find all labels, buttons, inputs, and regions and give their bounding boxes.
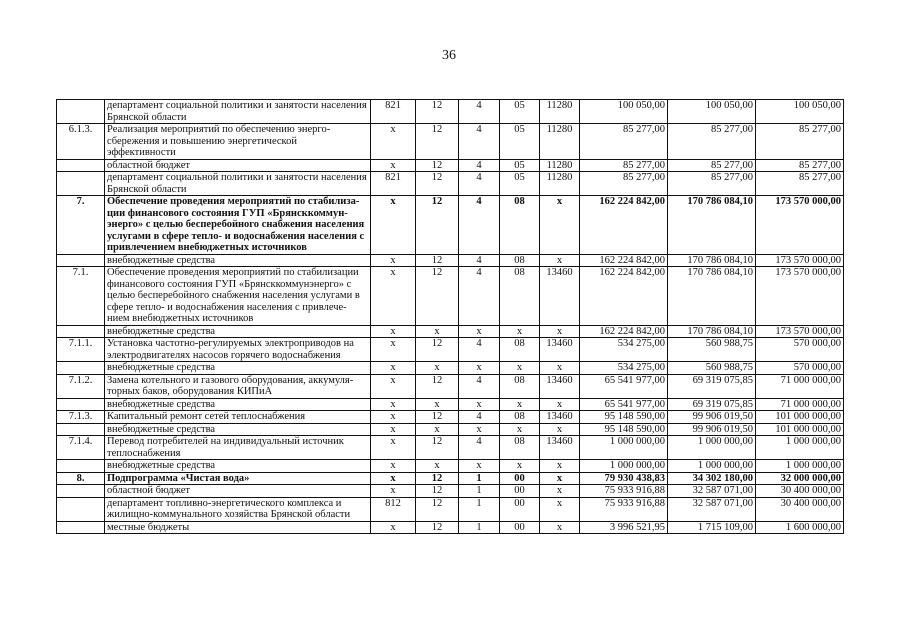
page-number: 36: [442, 48, 456, 63]
section-code: х: [416, 325, 459, 338]
section-code: 12: [416, 100, 459, 124]
amount-year-1: 75 933 916,88: [580, 497, 668, 521]
subsection-code: 4: [459, 100, 500, 124]
amount-year-3: 173 570 000,00: [756, 267, 844, 326]
subsection-code: 4: [459, 172, 500, 196]
subprogram-code: 08: [500, 436, 540, 460]
section-code: 12: [416, 436, 459, 460]
item-number: [57, 362, 105, 375]
item-number: [57, 100, 105, 124]
table-row: [57, 172, 844, 196]
amount-year-3: 71 000 000,00: [756, 398, 844, 411]
subprogram-code: 00: [500, 472, 540, 485]
target-code: х: [540, 423, 580, 436]
amount-year-1: 3 996 521,95: [580, 521, 668, 534]
amount-year-3: 85 277,00: [756, 172, 844, 196]
section-code: 12: [416, 196, 459, 255]
section-code: х: [416, 398, 459, 411]
item-description: внебюджетные средства: [105, 423, 371, 436]
admin-code: 821: [371, 172, 416, 196]
section-code: 12: [416, 124, 459, 160]
target-code: 13460: [540, 436, 580, 460]
target-code: 11280: [540, 124, 580, 160]
amount-year-3: 100 050,00: [756, 100, 844, 124]
item-description: Перевод потребителей на индивидуальный источник теплоснабжения: [105, 436, 371, 460]
item-description: департамент топливно-энергетического комплекса и жилищно-коммунального хозяйства Брянской области: [105, 497, 371, 521]
amount-year-3: 1 600 000,00: [756, 521, 844, 534]
subprogram-code: 08: [500, 411, 540, 424]
subsection-code: 4: [459, 267, 500, 326]
target-code: 13460: [540, 267, 580, 326]
admin-code: х: [371, 485, 416, 498]
admin-code: х: [371, 521, 416, 534]
target-code: х: [540, 460, 580, 473]
subprogram-code: 08: [500, 254, 540, 267]
subsection-code: 4: [459, 411, 500, 424]
item-number: 7.1.2.: [57, 374, 105, 398]
item-number: [57, 497, 105, 521]
item-number: 7.1.1.: [57, 338, 105, 362]
admin-code: 821: [371, 100, 416, 124]
amount-year-2: 100 050,00: [668, 100, 756, 124]
item-number: [57, 398, 105, 411]
amount-year-1: 162 224 842,00: [580, 196, 668, 255]
target-code: 11280: [540, 159, 580, 172]
item-description: внебюджетные средства: [105, 362, 371, 375]
target-code: 13460: [540, 411, 580, 424]
amount-year-1: 85 277,00: [580, 172, 668, 196]
amount-year-2: 99 906 019,50: [668, 411, 756, 424]
target-code: х: [540, 497, 580, 521]
table-row: [57, 472, 844, 485]
table-row: [57, 338, 844, 362]
amount-year-3: 173 570 000,00: [756, 196, 844, 255]
section-code: 12: [416, 472, 459, 485]
item-number: 7.: [57, 196, 105, 255]
admin-code: х: [371, 159, 416, 172]
amount-year-1: 79 930 438,83: [580, 472, 668, 485]
amount-year-2: 170 786 084,10: [668, 254, 756, 267]
subprogram-code: 08: [500, 374, 540, 398]
target-code: 13460: [540, 374, 580, 398]
amount-year-1: 1 000 000,00: [580, 436, 668, 460]
item-description: департамент социальной политики и занятости населения Брянской области: [105, 172, 371, 196]
table-row: [57, 521, 844, 534]
table-row: [57, 436, 844, 460]
amount-year-3: 1 000 000,00: [756, 436, 844, 460]
table-row: [57, 196, 844, 255]
amount-year-3: 101 000 000,00: [756, 411, 844, 424]
subprogram-code: 08: [500, 267, 540, 326]
item-description: местные бюджеты: [105, 521, 371, 534]
admin-code: х: [371, 460, 416, 473]
subprogram-code: 00: [500, 497, 540, 521]
amount-year-3: 32 000 000,00: [756, 472, 844, 485]
subsection-code: 4: [459, 159, 500, 172]
subsection-code: х: [459, 362, 500, 375]
admin-code: х: [371, 411, 416, 424]
amount-year-2: 99 906 019,50: [668, 423, 756, 436]
table-row: [57, 267, 844, 326]
target-code: 13460: [540, 338, 580, 362]
amount-year-3: 85 277,00: [756, 124, 844, 160]
amount-year-2: 170 786 084,10: [668, 267, 756, 326]
section-code: 12: [416, 159, 459, 172]
section-code: х: [416, 423, 459, 436]
target-code: х: [540, 362, 580, 375]
subprogram-code: 05: [500, 100, 540, 124]
section-code: 12: [416, 411, 459, 424]
subprogram-code: х: [500, 325, 540, 338]
subsection-code: 4: [459, 338, 500, 362]
amount-year-3: 1 000 000,00: [756, 460, 844, 473]
item-description: Установка частотно-регулируемых электроприводов на электродвигателях насосов горячего водоснабжения: [105, 338, 371, 362]
admin-code: х: [371, 436, 416, 460]
table-row: [57, 460, 844, 473]
amount-year-1: 95 148 590,00: [580, 411, 668, 424]
amount-year-3: 85 277,00: [756, 159, 844, 172]
amount-year-1: 95 148 590,00: [580, 423, 668, 436]
amount-year-3: 173 570 000,00: [756, 325, 844, 338]
subsection-code: 4: [459, 374, 500, 398]
subprogram-code: 05: [500, 124, 540, 160]
section-code: х: [416, 460, 459, 473]
item-description: департамент социальной политики и занятости населения Брянской области: [105, 100, 371, 124]
item-description: областной бюджет: [105, 159, 371, 172]
amount-year-2: 1 000 000,00: [668, 460, 756, 473]
amount-year-1: 162 224 842,00: [580, 325, 668, 338]
item-description: внебюджетные средства: [105, 398, 371, 411]
section-code: 12: [416, 267, 459, 326]
amount-year-3: 30 400 000,00: [756, 497, 844, 521]
subprogram-code: 00: [500, 521, 540, 534]
item-number: [57, 485, 105, 498]
item-number: [57, 423, 105, 436]
table-row: [57, 254, 844, 267]
item-number: [57, 325, 105, 338]
amount-year-2: 170 786 084,10: [668, 325, 756, 338]
item-number: 7.1.3.: [57, 411, 105, 424]
amount-year-2: 1 000 000,00: [668, 436, 756, 460]
table-row: [57, 362, 844, 375]
section-code: 12: [416, 254, 459, 267]
amount-year-1: 1 000 000,00: [580, 460, 668, 473]
subprogram-code: х: [500, 398, 540, 411]
subsection-code: х: [459, 460, 500, 473]
amount-year-2: 1 715 109,00: [668, 521, 756, 534]
section-code: 12: [416, 374, 459, 398]
section-code: 12: [416, 172, 459, 196]
table-row: [57, 398, 844, 411]
target-code: х: [540, 325, 580, 338]
table-row: [57, 411, 844, 424]
table-body: [57, 100, 844, 534]
admin-code: х: [371, 196, 416, 255]
target-code: х: [540, 521, 580, 534]
amount-year-3: 173 570 000,00: [756, 254, 844, 267]
item-number: 6.1.3.: [57, 124, 105, 160]
item-description: внебюджетные средства: [105, 325, 371, 338]
item-description: внебюджетные средства: [105, 460, 371, 473]
amount-year-1: 65 541 977,00: [580, 374, 668, 398]
item-number: [57, 172, 105, 196]
amount-year-1: 100 050,00: [580, 100, 668, 124]
subsection-code: 4: [459, 254, 500, 267]
amount-year-2: 85 277,00: [668, 159, 756, 172]
amount-year-2: 32 587 071,00: [668, 497, 756, 521]
section-code: 12: [416, 338, 459, 362]
subsection-code: х: [459, 423, 500, 436]
table-row: [57, 325, 844, 338]
item-number: 7.1.4.: [57, 436, 105, 460]
section-code: 12: [416, 497, 459, 521]
target-code: х: [540, 485, 580, 498]
item-number: [57, 521, 105, 534]
amount-year-1: 85 277,00: [580, 159, 668, 172]
item-description: Подпрограмма «Чистая вода»: [105, 472, 371, 485]
item-number: [57, 159, 105, 172]
table-row: [57, 485, 844, 498]
section-code: 12: [416, 521, 459, 534]
item-description: Реализация мероприятий по обеспечению энерго-сбережения и повышению энергетической эффективности: [105, 124, 371, 160]
amount-year-2: 170 786 084,10: [668, 196, 756, 255]
admin-code: х: [371, 472, 416, 485]
target-code: 11280: [540, 100, 580, 124]
target-code: х: [540, 472, 580, 485]
table-row: [57, 374, 844, 398]
item-number: [57, 254, 105, 267]
item-number: 8.: [57, 472, 105, 485]
subsection-code: х: [459, 325, 500, 338]
table-row: [57, 124, 844, 160]
amount-year-1: 75 933 916,88: [580, 485, 668, 498]
amount-year-3: 71 000 000,00: [756, 374, 844, 398]
subprogram-code: 00: [500, 485, 540, 498]
section-code: х: [416, 362, 459, 375]
amount-year-1: 162 224 842,00: [580, 254, 668, 267]
amount-year-1: 85 277,00: [580, 124, 668, 160]
table-row: [57, 159, 844, 172]
subprogram-code: 05: [500, 159, 540, 172]
section-code: 12: [416, 485, 459, 498]
subsection-code: х: [459, 398, 500, 411]
item-description: Капитальный ремонт сетей теплоснабжения: [105, 411, 371, 424]
amount-year-3: 30 400 000,00: [756, 485, 844, 498]
amount-year-1: 534 275,00: [580, 338, 668, 362]
amount-year-1: 162 224 842,00: [580, 267, 668, 326]
amount-year-2: 69 319 075,85: [668, 398, 756, 411]
budget-table: [56, 99, 844, 534]
item-description: Обеспечение проведения мероприятий по стабилиза-ции финансового состояния ГУП «Брянсккоммун-энерго» с целью бесперебойного снабжения населения услугами в сфере тепло- и водоснабжения населения с привлечением внебюджетных источников: [105, 196, 371, 255]
admin-code: х: [371, 338, 416, 362]
amount-year-2: 32 587 071,00: [668, 485, 756, 498]
subsection-code: 4: [459, 196, 500, 255]
target-code: х: [540, 398, 580, 411]
item-description: областной бюджет: [105, 485, 371, 498]
amount-year-3: 570 000,00: [756, 338, 844, 362]
target-code: х: [540, 196, 580, 255]
admin-code: х: [371, 398, 416, 411]
table-row: [57, 100, 844, 124]
amount-year-2: 560 988,75: [668, 362, 756, 375]
amount-year-2: 85 277,00: [668, 172, 756, 196]
amount-year-2: 34 302 180,00: [668, 472, 756, 485]
subsection-code: 1: [459, 497, 500, 521]
amount-year-3: 101 000 000,00: [756, 423, 844, 436]
amount-year-2: 85 277,00: [668, 124, 756, 160]
item-description: Обеспечение проведения мероприятий по стабилизации финансового состояния ГУП «Брянсккоммунэнерго» с целью бесперебойного снабжения населения услугами в сфере тепло- и водоснабжения населения с привлече-нием внебюджетных источников: [105, 267, 371, 326]
admin-code: х: [371, 362, 416, 375]
subprogram-code: х: [500, 460, 540, 473]
subsection-code: 4: [459, 124, 500, 160]
target-code: 11280: [540, 172, 580, 196]
admin-code: х: [371, 325, 416, 338]
amount-year-3: 570 000,00: [756, 362, 844, 375]
table-row: [57, 497, 844, 521]
item-number: [57, 460, 105, 473]
subsection-code: 1: [459, 485, 500, 498]
amount-year-2: 560 988,75: [668, 338, 756, 362]
admin-code: х: [371, 374, 416, 398]
item-description: внебюджетные средства: [105, 254, 371, 267]
subprogram-code: х: [500, 423, 540, 436]
amount-year-2: 69 319 075,85: [668, 374, 756, 398]
subsection-code: 1: [459, 472, 500, 485]
item-number: 7.1.: [57, 267, 105, 326]
subprogram-code: 08: [500, 196, 540, 255]
subsection-code: 1: [459, 521, 500, 534]
target-code: х: [540, 254, 580, 267]
admin-code: х: [371, 423, 416, 436]
admin-code: 812: [371, 497, 416, 521]
subprogram-code: х: [500, 362, 540, 375]
item-description: Замена котельного и газового оборудования, аккумуля-торных баков, оборудования КИПиА: [105, 374, 371, 398]
amount-year-1: 534 275,00: [580, 362, 668, 375]
subprogram-code: 08: [500, 338, 540, 362]
admin-code: х: [371, 254, 416, 267]
table-row: [57, 423, 844, 436]
admin-code: х: [371, 267, 416, 326]
subprogram-code: 05: [500, 172, 540, 196]
amount-year-1: 65 541 977,00: [580, 398, 668, 411]
subsection-code: 4: [459, 436, 500, 460]
admin-code: х: [371, 124, 416, 160]
